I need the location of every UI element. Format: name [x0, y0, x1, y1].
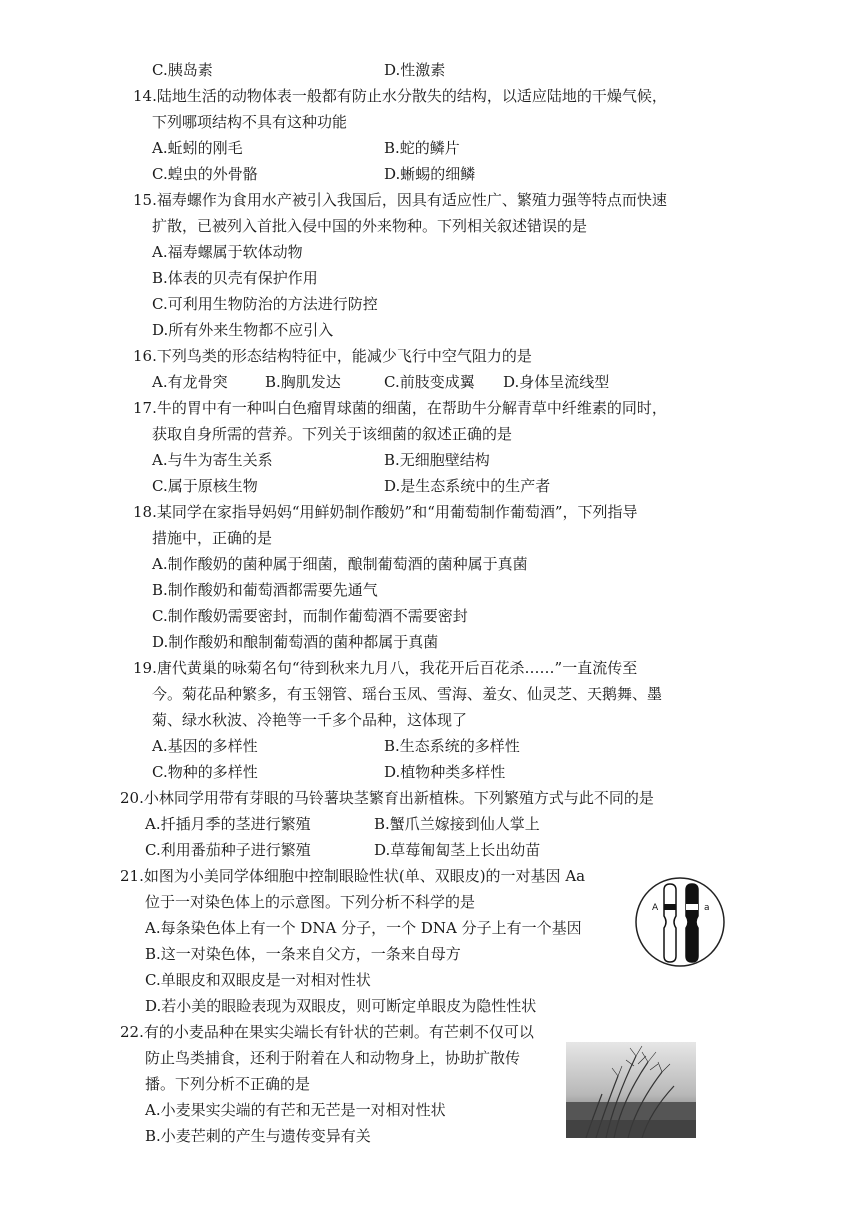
q19-stem-line2: 今。菊花品种繁多，有玉翎管、瑶台玉凤、雪海、羞女、仙灵芝、天鹅舞、墨: [152, 685, 663, 703]
q17-stem-line1: 17.牛的胃中有一种叫白色瘤胃球菌的细菌，在帮助牛分解青草中纤维素的同时，: [133, 399, 667, 417]
q15-option-c: C.可利用生物防治的方法进行防控: [152, 295, 378, 313]
q22-stem-line3: 播。下列分析不正确的是: [145, 1075, 311, 1093]
q21-option-c: C.单眼皮和双眼皮是一对相对性状: [145, 971, 371, 989]
q18-option-a: A.制作酸奶的菌种属于细菌，酿制葡萄酒的菌种属于真菌: [152, 555, 528, 573]
q18-option-c: C.制作酸奶需要密封，而制作葡萄酒不需要密封: [152, 607, 468, 625]
q14-option-b: B.蛇的鳞片: [384, 139, 460, 157]
q14-stem-line2: 下列哪项结构不具有这种功能: [152, 113, 348, 131]
q18-option-b: B.制作酸奶和葡萄酒都需要先通气: [152, 581, 378, 599]
q21-option-b: B.这一对染色体，一条来自父方，一条来自母方: [145, 945, 461, 963]
q21-stem-line2: 位于一对染色体上的示意图。下列分析不科学的是: [145, 893, 476, 911]
q16-option-b: B.胸肌发达: [265, 373, 341, 391]
q16-option-c: C.前肢变成翼: [384, 373, 475, 391]
q17-option-c: C.属于原核生物: [152, 477, 258, 495]
figure-circle-border: [636, 878, 724, 966]
chromosome-left: [664, 884, 676, 962]
q14-option-c: C.蝗虫的外骨骼: [152, 165, 258, 183]
q15-option-d: D.所有外来生物都不应引入: [152, 321, 334, 339]
q16-stem: 16.下列鸟类的形态结构特征中，能减少飞行中空气阻力的是: [133, 347, 532, 365]
q19-option-d: D.植物种类多样性: [384, 763, 506, 781]
q15-option-b: B.体表的贝壳有保护作用: [152, 269, 318, 287]
q19-option-a: A.基因的多样性: [152, 737, 258, 755]
q21-option-a: A.每条染色体上有一个 DNA 分子，一个 DNA 分子上有一个基因: [145, 919, 582, 937]
q17-stem-line2: 获取自身所需的营养。下列关于该细菌的叙述正确的是: [152, 425, 513, 443]
q20-stem: 20.小林同学用带有芽眼的马铃薯块茎繁育出新植株。下列繁殖方式与此不同的是: [120, 789, 654, 807]
q19-stem-line3: 菊、绿水秋波、冷艳等一千多个品种，这体现了: [152, 711, 468, 729]
q20-option-c: C.利用番茄种子进行繁殖: [145, 841, 311, 859]
q22-stem-line2: 防止鸟类捕食，还利于附着在人和动物身上，协助扩散传: [145, 1049, 521, 1067]
q15-stem-line1: 15.福寿螺作为食用水产被引入我国后，因具有适应性广、繁殖力强等特点而快速: [133, 191, 667, 209]
q18-option-d: D.制作酸奶和酿制葡萄酒的菌种都属于真菌: [152, 633, 439, 651]
q15-option-a: A.福寿螺属于软体动物: [152, 243, 303, 261]
q22-option-b: B.小麦芒刺的产生与遗传变异有关: [145, 1127, 371, 1145]
q13-option-d: D.性激素: [384, 61, 446, 79]
q16-option-a: A.有龙骨突: [152, 373, 228, 391]
q17-option-b: B.无细胞壁结构: [384, 451, 490, 469]
q19-option-c: C.物种的多样性: [152, 763, 258, 781]
q15-stem-line2: 扩散，已被列入首批入侵中国的外来物种。下列相关叙述错误的是: [152, 217, 588, 235]
q21-stem-line1: 21.如图为小美同学体细胞中控制眼睑性状(单、双眼皮)的一对基因 Aa: [120, 867, 586, 885]
q20-option-b: B.蟹爪兰嫁接到仙人掌上: [374, 815, 540, 833]
gene-label-dominant: A: [652, 903, 659, 913]
q16-option-d: D.身体呈流线型: [503, 373, 610, 391]
q20-option-a: A.扦插月季的茎进行繁殖: [145, 815, 311, 833]
q14-option-a: A.蚯蚓的刚毛: [152, 139, 243, 157]
chromosome-pair-figure: [634, 876, 726, 968]
q19-stem-line1: 19.唐代黄巢的咏菊名句“待到秋来九月八，我花开后百花杀……”一直流传至: [133, 659, 638, 677]
q21-option-d: D.若小美的眼睑表现为双眼皮，则可断定单眼皮为隐性性状: [145, 997, 537, 1015]
q14-stem-line1: 14.陆地生活的动物体表一般都有防止水分散失的结构，以适应陆地的干燥气候，: [133, 87, 667, 105]
q22-option-a: A.小麦果实尖端的有芒和无芒是一对相对性状: [145, 1101, 446, 1119]
q19-option-b: B.生态系统的多样性: [384, 737, 520, 755]
q20-option-d: D.草莓匍匐茎上长出幼苗: [374, 841, 541, 859]
chromosome-right: [686, 884, 698, 962]
q17-option-a: A.与牛为寄生关系: [152, 451, 273, 469]
q13-option-c: C.胰岛素: [152, 61, 213, 79]
q18-stem-line1: 18.某同学在家指导妈妈“用鲜奶制作酸奶”和“用葡萄制作葡萄酒”，下列指导: [133, 503, 638, 521]
q22-stem-line1: 22.有的小麦品种在果实尖端长有针状的芒刺。有芒刺不仅可以: [120, 1023, 534, 1041]
q14-option-d: D.蜥蜴的细鳞: [384, 165, 476, 183]
q17-option-d: D.是生态系统中的生产者: [384, 477, 551, 495]
gene-label-recessive: a: [704, 903, 710, 913]
wheat-photo: [566, 1042, 696, 1138]
q18-stem-line2: 措施中，正确的是: [152, 529, 273, 547]
